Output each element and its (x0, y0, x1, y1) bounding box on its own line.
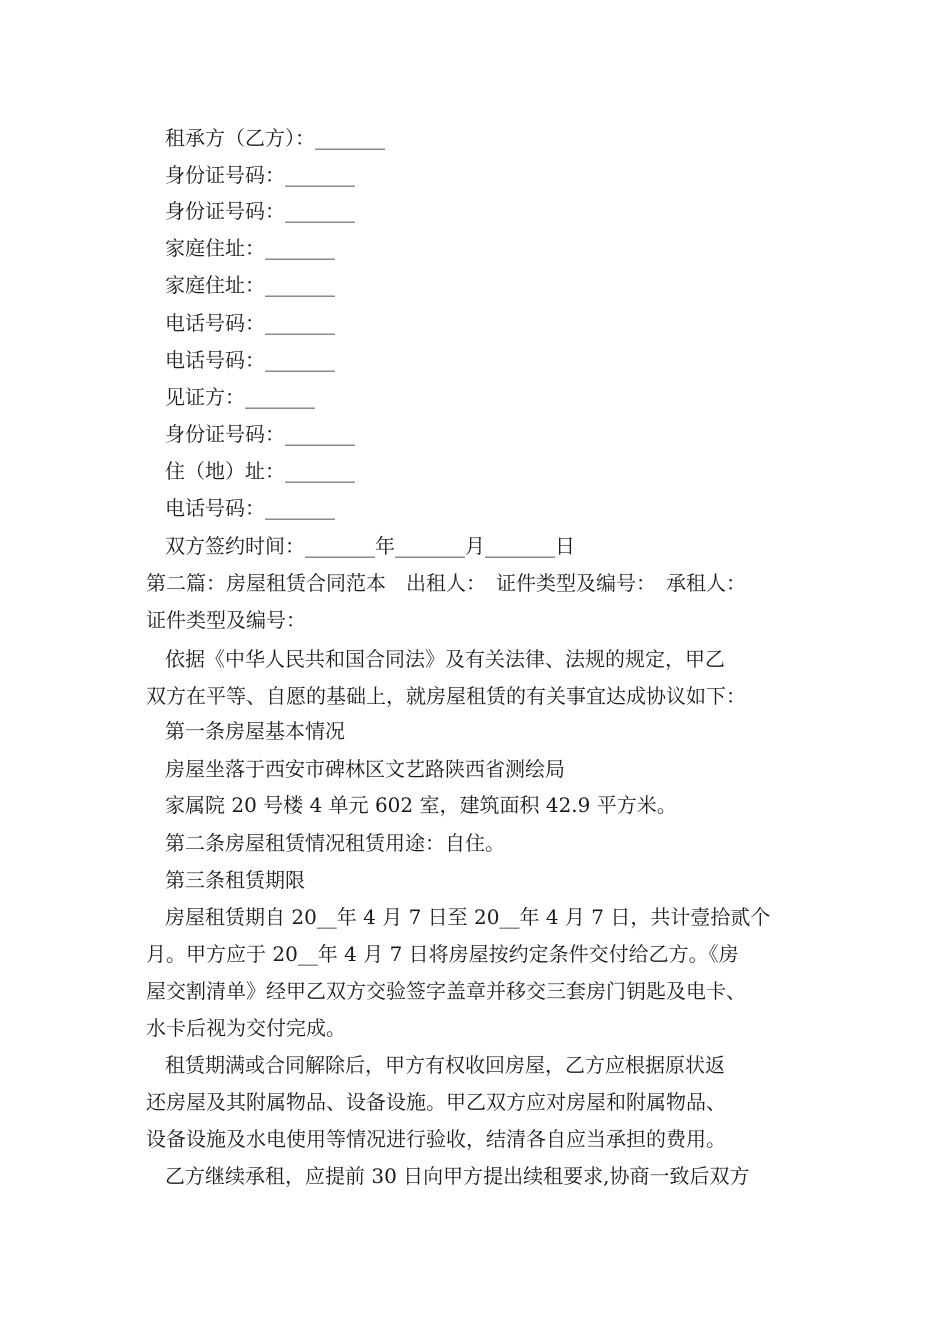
article-3-paragraph: 水卡后视为交付完成。 (146, 1016, 346, 1040)
article-3-paragraph: 乙方继续承租，应提前 30 日向甲方提出续租要求,协商一致后双方 (165, 1164, 750, 1188)
field-id-number: 身份证号码：_______ (165, 422, 355, 446)
article-1-title: 第一条房屋基本情况 (165, 719, 345, 743)
field-home-address: 家庭住址：_______ (165, 273, 335, 297)
article-1-text: 房屋坐落于西安市碑林区文艺路陕西省测绘局 (165, 757, 565, 781)
section-heading: 第二篇：房屋租赁合同范本 出租人： 证件类型及编号： 承租人： (146, 571, 746, 595)
article-3-paragraph: 设备设施及水电使用等情况进行验收，结清各自应当承担的费用。 (146, 1127, 726, 1151)
article-2-title: 第二条房屋租赁情况租赁用途：自住。 (165, 831, 505, 855)
intro-paragraph: 依据《中华人民共和国合同法》及有关法律、法规的规定，甲乙 (165, 647, 725, 671)
field-id-number: 身份证号码：_______ (165, 163, 355, 187)
intro-paragraph-cont: 双方在平等、自愿的基础上，就房屋租赁的有关事宜达成协议如下： (146, 684, 746, 708)
section-heading-cont: 证件类型及编号： (146, 608, 306, 632)
field-home-address: 家庭住址：_______ (165, 236, 335, 260)
field-address: 住（地）址：_______ (165, 459, 355, 483)
article-1-text: 家属院 20 号楼 4 单元 602 室，建筑面积 42.9 平方米。 (165, 793, 677, 817)
article-3-paragraph: 月。甲方应于 20__年 4 月 7 日将房屋按约定条件交付给乙方。《房 (146, 942, 739, 966)
field-signing-date: 双方签约时间：_______年_______月_______日 (165, 534, 575, 558)
field-phone: 电话号码：_______ (165, 311, 335, 335)
field-witness: 见证方：_______ (165, 385, 315, 409)
article-3-title: 第三条租赁期限 (165, 868, 305, 892)
field-phone: 电话号码：_______ (165, 348, 335, 372)
field-lessee: 租承方（乙方）：_______ (165, 126, 385, 150)
article-3-paragraph: 还房屋及其附属物品、设备设施。甲乙双方应对房屋和附属物品、 (146, 1090, 726, 1114)
field-id-number: 身份证号码：_______ (165, 199, 355, 223)
field-phone: 电话号码：_______ (165, 496, 335, 520)
article-3-paragraph: 房屋租赁期自 20__年 4 月 7 日至 20__年 4 月 7 日，共计壹拾贰个 (165, 905, 771, 929)
article-3-paragraph: 租赁期满或合同解除后，甲方有权收回房屋，乙方应根据原状返 (165, 1053, 725, 1077)
article-3-paragraph: 屋交割清单》经甲乙双方交验签字盖章并移交三套房门钥匙及电卡、 (146, 979, 746, 1003)
